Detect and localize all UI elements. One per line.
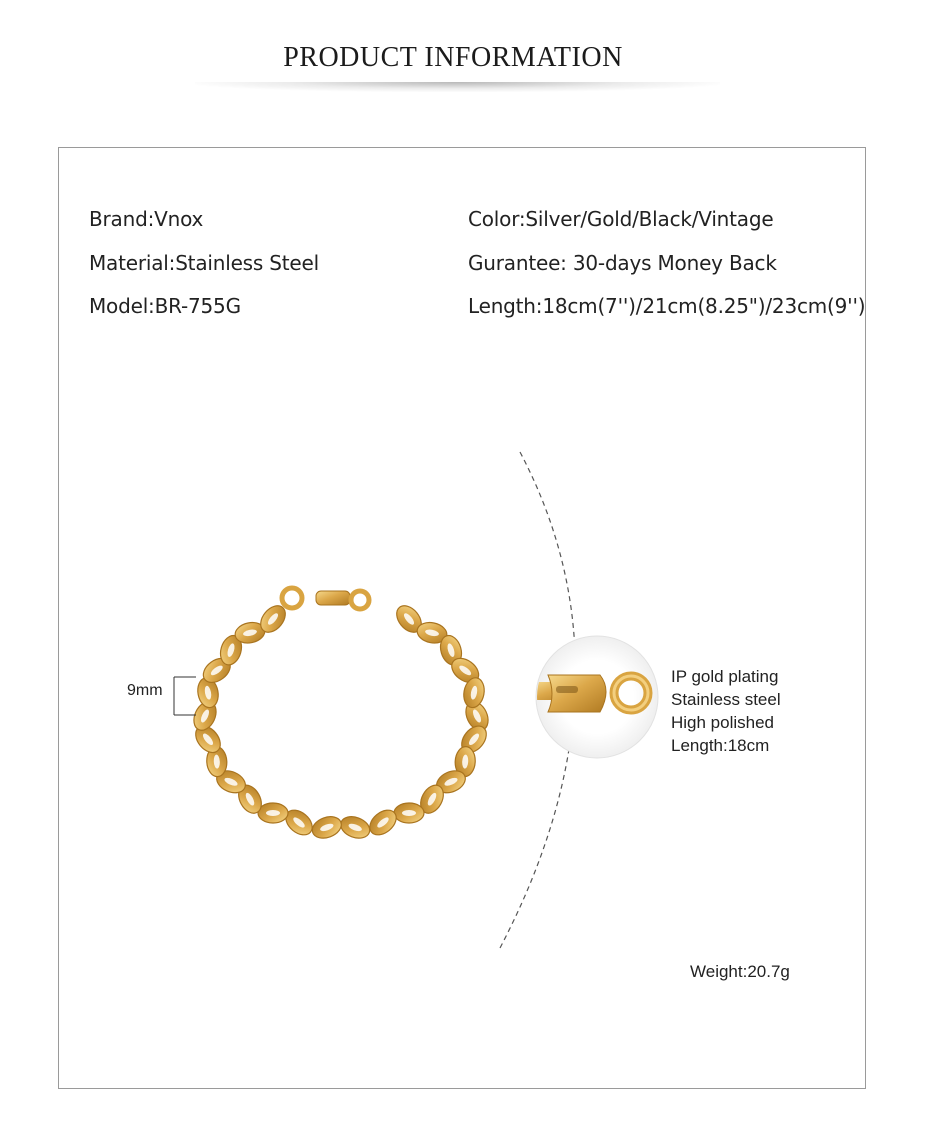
section-title: PRODUCT INFORMATION (283, 42, 623, 73)
feature-plating: IP gold plating (671, 667, 779, 686)
spec-brand: Brand:Vnox (89, 207, 204, 231)
feature-finish: High polished (671, 713, 775, 732)
spec-color: Color:Silver/Gold/Black/Vintage (468, 207, 774, 231)
spec-guarantee: Gurantee: 30-days Money Back (468, 251, 777, 275)
bracelet-chain (190, 601, 493, 842)
dimension-bracket (174, 677, 196, 715)
spec-model: Model:BR-755G (89, 294, 241, 318)
width-dimension-label: 9mm (127, 682, 163, 699)
feature-length: Length:18cm (671, 736, 770, 755)
detail-zoom-circle (532, 636, 658, 758)
spec-length: Length:18cm(7'')/21cm(8.25")/23cm(9'') (468, 294, 866, 318)
bracelet-clasp (282, 588, 369, 609)
spec-material: Material:Stainless Steel (89, 251, 319, 275)
feature-material: Stainless steel (671, 690, 781, 709)
weight-label: Weight:20.7g (690, 962, 790, 981)
